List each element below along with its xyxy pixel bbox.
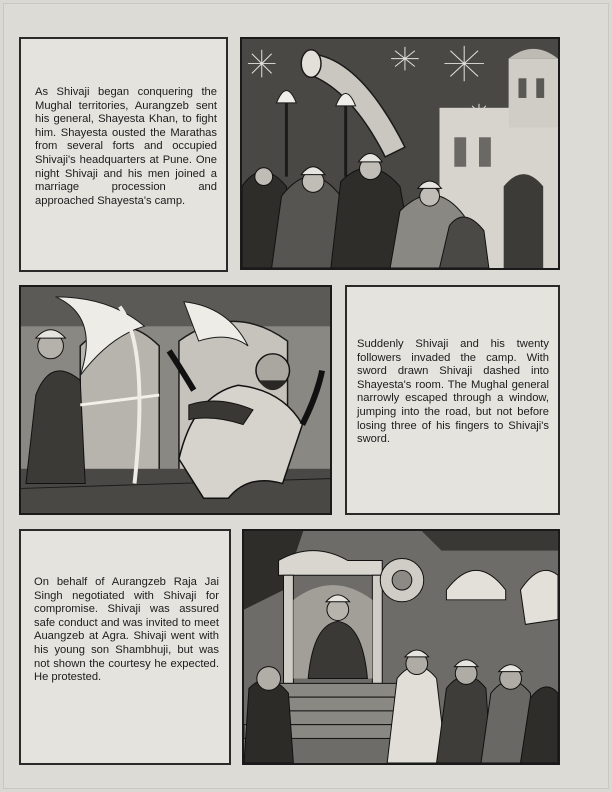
illustration-agra-court: [242, 529, 560, 765]
caption-text-procession: As Shivaji began conquering the Mughal territories, Aurangzeb sent his general, Shayesta Khan, to fight him. Shayesta ousted the Marathas from several forts and occupied Shivaji's headquarters at Pune. One night Shivaji and his men joined a marriage procession and approached Shayesta's camp.: [35, 86, 217, 207]
attack-scene: [21, 287, 330, 513]
court-scene: [244, 531, 558, 763]
illustration-shivaji-attack: [19, 285, 332, 515]
caption-panel-attack: [345, 285, 560, 515]
caption-text-negotiation: On behalf of Aurangzeb Raja Jai Singh negotiated with Shivaji for compromise. Shivaji was assured safe conduct and was invited to meet Auangzeb at Agra. Shivaji went with his young son Shambhuji, but was not shown the courtesy he expected. He protested.: [34, 576, 219, 684]
caption-panel-procession: [19, 37, 228, 272]
caption-panel-negotiation: [19, 529, 231, 765]
caption-text-attack: Suddenly Shivaji and his twenty followers invaded the camp. With sword drawn Shivaji dashed into Shayesta's room. The Mughal general narrowly escaped through a window, jumping into the road, but not before losing three of his fingers to Shivaji's sword.: [357, 338, 549, 446]
illustration-marriage-procession: [240, 37, 560, 270]
procession-scene: [242, 39, 558, 268]
comic-page: [3, 3, 609, 789]
